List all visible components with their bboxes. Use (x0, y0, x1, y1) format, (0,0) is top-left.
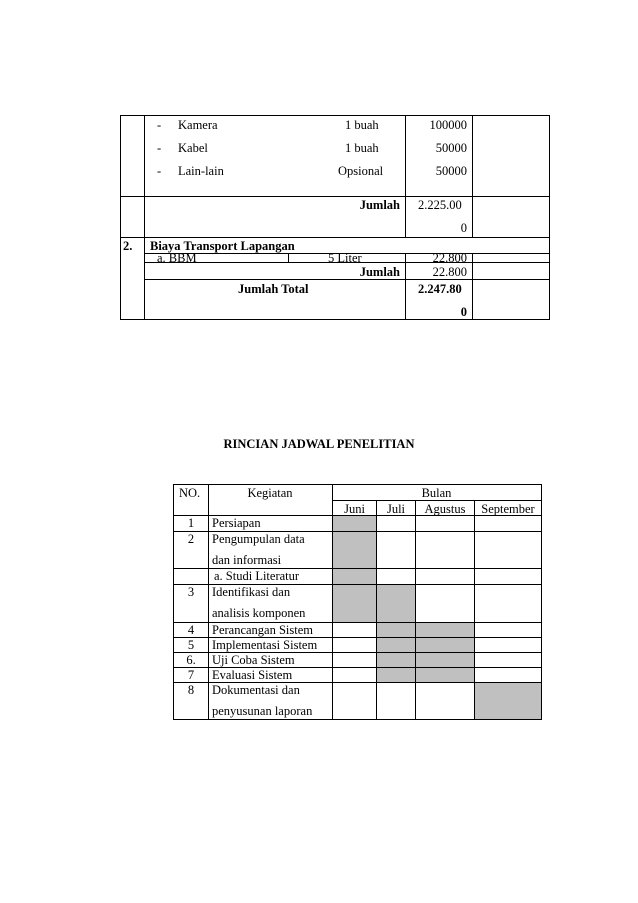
item-dash: - (157, 141, 162, 155)
subtotal-label: Jumlah (359, 265, 400, 279)
row-activity: Perancangan Sistem (212, 623, 314, 637)
month-juli: Juli (386, 502, 406, 516)
row-number: 3 (187, 585, 195, 599)
section-number: 2. (123, 239, 133, 253)
section-title: Biaya Transport Lapangan (150, 239, 295, 253)
row-activity: Persiapan (212, 516, 261, 530)
header-bulan: Bulan (421, 486, 452, 500)
item-price: 50000 (435, 164, 467, 178)
row-number: 2 (187, 532, 195, 546)
header-kegiatan: Kegiatan (247, 486, 293, 500)
row-activity: Pengumpulan data (212, 532, 305, 546)
schedule-title: RINCIAN JADWAL PENELITIAN (223, 437, 415, 451)
row-number: 8 (187, 683, 195, 697)
month-september: September (481, 502, 535, 516)
row-activity-cont: penyusunan laporan (212, 704, 313, 718)
bbm-qty: 5 Liter (328, 251, 362, 265)
subtotal-value-line1: 2.225.00 (418, 198, 462, 212)
subtotal-value-line2: 0 (460, 221, 467, 235)
item-dash: - (157, 164, 162, 178)
row-number: 6. (186, 653, 196, 667)
header-no: NO. (179, 486, 201, 500)
row-activity: Evaluasi Sistem (212, 668, 293, 682)
bbm-label: a. BBM (157, 251, 197, 265)
row-number: 1 (187, 516, 195, 530)
item-name: Kabel (178, 141, 208, 155)
row-activity-cont: dan informasi (212, 553, 282, 567)
item-price: 100000 (429, 118, 467, 132)
item-qty: Opsional (338, 164, 384, 178)
row-activity-cont: analisis komponen (212, 606, 306, 620)
row-number: 7 (187, 668, 195, 682)
row-activity: Identifikasi dan (212, 585, 291, 599)
month-agustus: Agustus (424, 502, 466, 516)
item-qty: 1 buah (345, 118, 379, 132)
item-name: Lain-lain (178, 164, 224, 178)
bbm-price: 22.800 (432, 251, 467, 265)
row-activity: Implementasi Sistem (212, 638, 318, 652)
item-price: 50000 (435, 141, 467, 155)
total-value-line1: 2.247.80 (418, 282, 462, 296)
row-activity: Uji Coba Sistem (212, 653, 295, 667)
row-activity: Dokumentasi dan (212, 683, 300, 697)
subtotal-label: Jumlah (359, 198, 400, 212)
item-qty: 1 buah (345, 141, 379, 155)
subtotal-value: 22.800 (432, 265, 467, 279)
row-number: 4 (187, 623, 195, 637)
month-juni: Juni (344, 502, 365, 516)
item-name: Kamera (178, 118, 218, 132)
item-dash: - (157, 118, 162, 132)
total-value-line2: 0 (460, 305, 467, 319)
row-number: 5 (187, 638, 195, 652)
total-label: Jumlah Total (238, 282, 309, 296)
row-activity: a. Studi Literatur (214, 569, 300, 583)
